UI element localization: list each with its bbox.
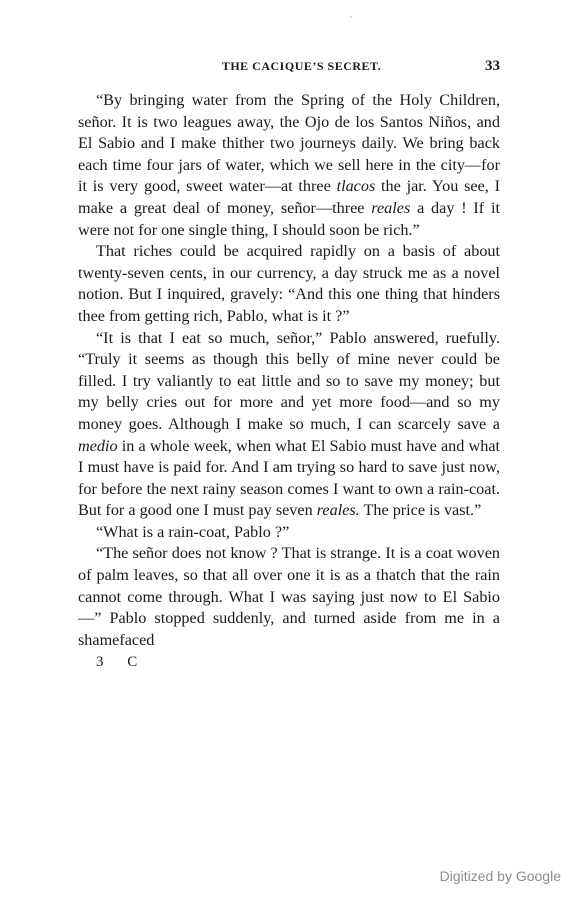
text-run: The price is vast.”: [359, 501, 482, 520]
text-run: in a whole week, when what El Sabio must have and what I must have is paid for. And I am trying so hard to save just now, for before the next rainy season comes I want to own a rain-coat. But for a good one I must pay seven: [78, 436, 500, 520]
book-page: [78, 58, 500, 671]
text-run: “By bringing water from the Spring of the Holy Children, señor. It is two leagues away, the Ojo de los Santos Niños, and El Sabio and I make thither two journeys daily. We bring back each time four jars of water, which we sell here in the city—for it is very good, sweet water—at three: [78, 91, 500, 196]
signature-mark: [78, 654, 500, 671]
italic-text: reales: [371, 198, 411, 217]
italic-text: reales.: [316, 501, 360, 520]
signature-number: 3: [96, 654, 105, 671]
text-run: “The señor does not know ? That is strange. It is a coat woven of palm leaves, so that all over one it is as a thatch that the rain cannot come through. What I was saying just now to El Sabio—” Pablo stopped suddenly, and turned aside from me in a shamefaced: [78, 544, 500, 649]
paragraph: [78, 90, 500, 241]
paragraph: [78, 328, 500, 522]
page-number: 33: [485, 58, 500, 74]
digitized-watermark: Digitized by Google: [439, 868, 561, 884]
paragraph: [78, 522, 500, 544]
text-run: “It is that I eat so much, señor,” Pablo answered, ruefully. “Truly it seems as though this belly of mine never could be filled. I try valiantly to eat little and so to save my money; but my belly cries out for more and yet more food—and so my money goes. Although I make so much, I can scarcely save a: [78, 328, 500, 433]
running-title: THE CACIQUE’S SECRET.: [221, 59, 382, 73]
italic-text: tlacos: [336, 177, 376, 196]
running-head: [78, 58, 500, 88]
paper-speck: [350, 16, 352, 18]
text-run: the jar. You see, I make a great deal of money, señor—three: [78, 177, 500, 217]
paragraph: [78, 241, 500, 327]
text-run: “What is a rain-coat, Pablo ?”: [96, 522, 290, 541]
italic-text: medio: [78, 436, 118, 455]
paragraph: [78, 543, 500, 651]
text-run: That riches could be acquired rapidly on a basis of about twenty-seven cents, in our currency, a day struck me as a novel notion. But I inquired, gravely: “And this one thing that hinders thee from getting rich, Pablo, what is it ?”: [78, 242, 500, 325]
body-text: [78, 90, 500, 651]
signature-letter: C: [127, 654, 139, 671]
text-run: a day ! If it were not for one single thing, I should soon be rich.”: [78, 198, 500, 239]
